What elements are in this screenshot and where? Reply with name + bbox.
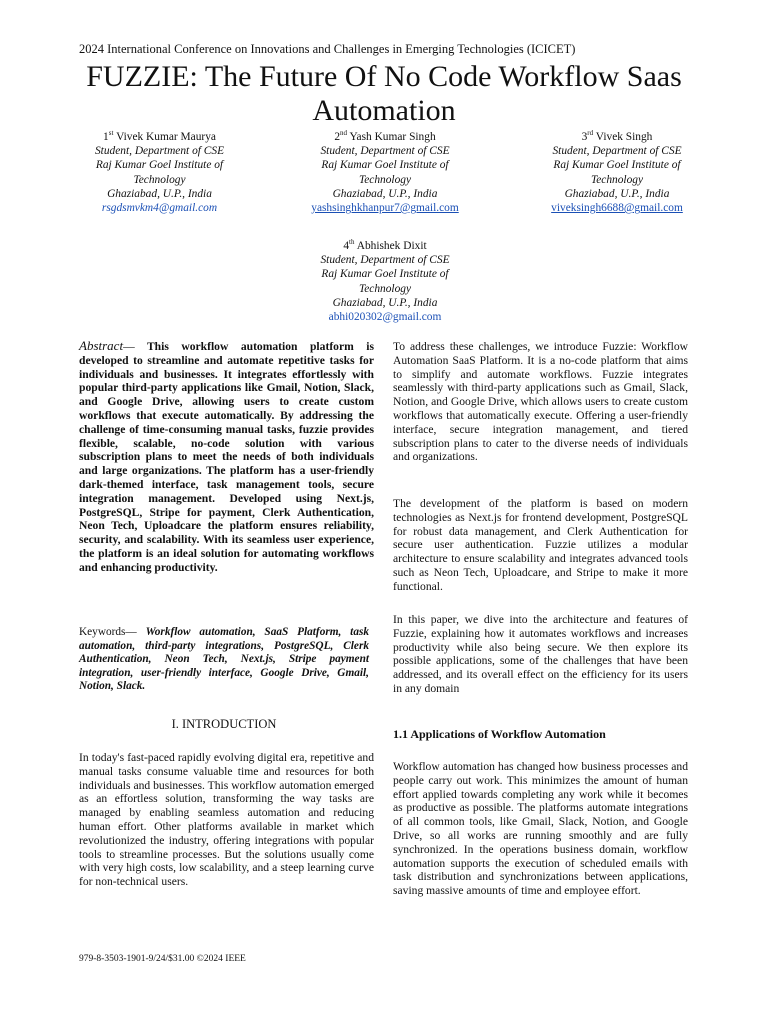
- footer-copyright: 979-8-3503-1901-9/24/$31.00 ©2024 IEEE: [79, 954, 246, 964]
- author-location: Ghaziabad, U.P., India: [332, 296, 438, 309]
- author-institute-2: Technology: [133, 173, 186, 186]
- author-institute-2: Technology: [358, 282, 412, 295]
- abstract-text: This workflow automation platform is developed to streamline and automate repetitive tasks for individuals and businesses. It integrates effortlessly with popular third-party applications like Gmail, Notion, Slack, and Google Drive, allowing users to create custom workflows that execute automatically. By addressing the challenge of time-consuming manual tasks, fuzzie provides flexible, scalable, no-code solution with various subscription plans to meet the needs of both individuals and large organizations. The platform has a user-friendly dark-themed interface, task management tools, secure integration management. Developed using Next.js, PostgreSQL, Stripe for payment, Clerk Authentication, Neon Tech, Uploadcare the platform ensures reliability, security, and scalability. With its seamless user experience, the platform is an ideal solution for automating workflows and enhancing productivity.: [79, 340, 374, 574]
- abstract-dash: —: [123, 340, 135, 353]
- author-name: 3rd Vivek Singh: [581, 129, 653, 143]
- author-email-link[interactable]: rsgdsmvkm4@gmail.com: [101, 202, 218, 215]
- author-institute: Raj Kumar Goel Institute of: [553, 159, 681, 172]
- right-paragraph-4: Workflow automation has changed how business processes and people carry out work. This minimizes the amount of human effort applied towards completing any work while it becomes as productive as possible. The platforms automate integrations of all common tools, like Gmail, Slack, Notion, and Google Drive, so all works are running smoothly and are fully synchronized. In the operations business domain, workflow automation supports the execution of scheduled emails with task distribution and synchronizations between applications, saving massive amounts of time and employee effort.: [393, 760, 688, 898]
- abstract: [79, 339, 374, 575]
- introduction-paragraph: In today's fast-paced rapidly evolving digital era, repetitive and manual tasks consume valuable time and resources for both individuals and businesses. This workflow automation emerged as an effortless solution, transforming the way tasks are managed by enabling seamless automation and reducing human effort. Other platforms available in market which revolutionized the industry, offering integrations with popular tools to streamline processes. But the solutions usually come with very high costs, low scalability, and a steep learning curve for non-technical users.: [79, 751, 374, 889]
- author-dept: Student, Department of CSE: [320, 254, 450, 267]
- right-paragraph-2: The development of the platform is based on modern technologies as Next.js for frontend development, PostgreSQL for robust data management, and Clerk Authentication for secure user authentication. Fuzzie utilizes a modular architecture to ensure scalability and integrates advanced tools such as Neon Tech, Uploadcare, and Stripe to make it more functional.: [393, 497, 688, 593]
- author-dept: Student, Department of CSE: [552, 145, 682, 158]
- author-location: Ghaziabad, U.P., India: [564, 187, 670, 200]
- abstract-label: Abstract: [79, 338, 124, 353]
- author-block-3: [520, 130, 714, 215]
- right-paragraph-1: To address these challenges, we introduce Fuzzie: Workflow Automation SaaS Platform. It is a no-code platform that aims to simplify and automate workflows. Fuzzie integrates seamlessly with third-party applications such as Gmail, Slack, Notion, and Google Drive, which allows users to create custom workflows that automatically execute. Offering a user-friendly interface, secure integration management, and tiered subscription plans to cater to the diverse needs of individuals and organizations.: [393, 340, 688, 464]
- author-email-link[interactable]: abhi020302@gmail.com: [328, 311, 442, 324]
- author-email-link[interactable]: viveksingh6688@gmail.com: [551, 202, 683, 215]
- right-paragraph-3: In this paper, we dive into the architecture and features of Fuzzie, explaining how it automates workflows and increases productivity while also being secure. We then explore its possible applications, some of the challenges that have been addressed, and its overall effect on the efficiency for its users in any domain: [393, 613, 688, 695]
- author-institute: Raj Kumar Goel Institute of: [321, 268, 449, 281]
- author-name: 1st Vivek Kumar Maurya: [103, 129, 216, 143]
- author-name: 4th Abhishek Dixit: [343, 238, 427, 252]
- keywords: [79, 626, 369, 694]
- author-block-2: [295, 130, 475, 215]
- author-block-4: [295, 239, 475, 324]
- section-1-1-heading: 1.1 Applications of Workflow Automation: [393, 727, 606, 741]
- author-institute: Raj Kumar Goel Institute of: [95, 159, 224, 172]
- introduction-heading: I. INTRODUCTION: [171, 717, 277, 731]
- author-dept: Student, Department of CSE: [94, 145, 225, 158]
- author-institute-2: Technology: [590, 173, 644, 186]
- keywords-label: Keywords—: [79, 626, 137, 638]
- author-location: Ghaziabad, U.P., India: [332, 187, 438, 200]
- author-location: Ghaziabad, U.P., India: [107, 187, 212, 200]
- conference-header: 2024 International Conference on Innovations and Challenges in Emerging Technologies (ICICET): [79, 42, 576, 56]
- author-name: 2nd Yash Kumar Singh: [334, 129, 436, 143]
- paper-title: FUZZIE: The Future Of No Code Workflow Saas Automation: [86, 60, 682, 127]
- author-dept: Student, Department of CSE: [320, 145, 450, 158]
- author-email-link[interactable]: yashsinghkhanpur7@gmail.com: [311, 202, 459, 215]
- keywords-text: Workflow automation, SaaS Platform, task automation, third-party integrations, PostgreSQL, Clerk Authentication, Neon Tech, Next.js, Stripe payment integration, user-friendly interface, Google Drive, Gmail, Notion, Slack.: [79, 626, 370, 693]
- author-institute: Raj Kumar Goel Institute of: [321, 159, 449, 172]
- author-block-1: [62, 130, 257, 215]
- author-institute-2: Technology: [358, 173, 412, 186]
